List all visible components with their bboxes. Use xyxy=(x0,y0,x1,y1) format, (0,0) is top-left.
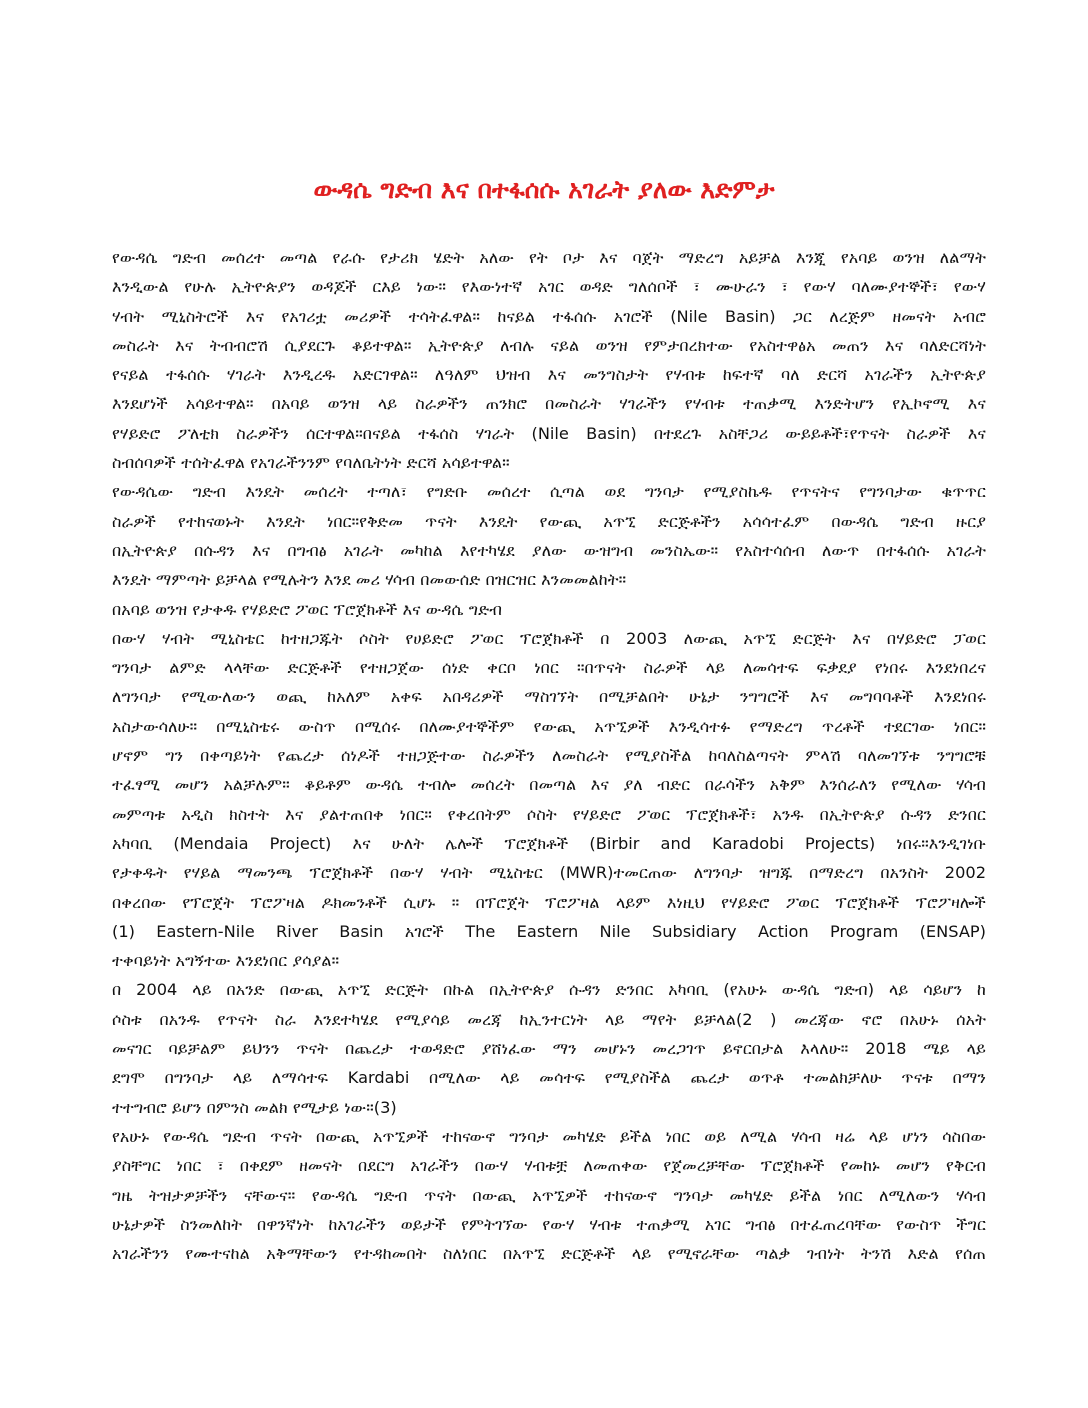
document-title: ውዳሴ ግድብ እና በተፋሰሱ አገራት ያለው እድምታ xyxy=(313,175,775,204)
text-line: እንደሆነች አሳይተዋል። በአባይ ወንዝ ላይ ስራዎችን ጠንክሮ በመስራት ሃገራችን የሃብቱ ተጠቃሚ እንድትሆን የኢኮኖሚ እና xyxy=(112,394,986,414)
text-line: ተቀባይነት አግኝተው እንደነበር ያሳያል። xyxy=(112,951,340,971)
text-line: ስብሰባዎች ተሰትፈዋል የአገራችንንም የባለቤትነት ድርሻ አሳይተዋል። xyxy=(112,453,510,473)
text-line: የውዳሴ ግድብ መሰረተ መጣል የራሱ የታሪክ ሄድት አለው የት ቦታ እና ባጀት ማድረግ አይቻል እንጂ የአባይ ወንዝ ለልማት xyxy=(112,248,986,267)
text-line: አገራችንን የሙተናከል አቅማቸውን የተዳከመበት ስለነበር በአጥኚ ድርጅቶች ላይ የሚኖራቸው ጣልቃ ገብነት ትንሽ እድል የሰጠ xyxy=(112,1244,986,1264)
text-line: የታቀዱት የሃይል ማመንጫ ፕሮጀክቶች በውሃ ሃብት ሚኒስቴር (MWR)ተመርጠው ለግንባታ ዝግጁ በማድረግ በአንስት 2002 xyxy=(112,863,986,883)
text-line: በ 2004 ላይ በአንድ በውጪ አጥኚ ድርጅት በኩል በኢትዮጵያ ሱዳን ድንበር አካባቢ (የአሁኑ ውዳሴ ግድብ) ላይ ሳይሆን ከ xyxy=(112,980,986,1000)
text-line: እንዴት ማምጣት ይቻላል የሚሉትን እንደ መሪ ሃሳብ በመውሰድ በዝርዝር እንመመልከት። xyxy=(112,570,627,590)
text-line: በውሃ ሃብት ሚኒስቴር ከተዘጋጁት ሶስት የሀይድሮ ፖወር ፕሮጀክቶች በ 2003 ለውጪ አጥኚ ድርጅት እና በሃይድሮ ፓወር xyxy=(112,628,986,648)
text-line: የሃይድሮ ፖለቲክ ስራዎችን ሰርተዋል።በናይል ተፋሰስ ሃገራት (Nile Basin) በተደረጉ አስቸጋሪ ውይይቶች፣የጥናት ስራዎች እና xyxy=(112,423,986,443)
text-line: (1) Eastern-Nile River Basin አገሮች The Eastern Nile Subsidiary Action Program (ENSAP) xyxy=(112,921,986,941)
text-line: መምጣቱ አዲስ ክስተት እና ያልተጠበቀ ነበር። የቀረበትም ሶስት የሃይድሮ ፖወር ፕሮጀክቶች፣ አንዱ በኢትዮጵያ ሱዳን ድንበር xyxy=(112,804,986,824)
text-line: ደግሞ በግንባታ ላይ ለማሳተፍ Kardabi በሚለው ላይ መሳተፍ የሚያስችል ጨረታ ወጥቶ ተመልክቻለሁ ጥናቱ በማን xyxy=(112,1068,986,1088)
text-line: የናይል ተፋሰሱ ሃገራት እንዲረዱ አድርገዋል። ለዓለም ህዝብ እና መንግስታት የሃብቱ ከፍተኛ ባለ ድርሻ አገራችን ኢትዮጵያ xyxy=(112,365,986,385)
text-line: አስታውሳለሁ። በሚኒስቴሩ ውስጥ በሚሰሩ በለሙያተኞችም የውጪ አጥኚዎች እንዲሳተፉ የማድረግ ጥረቶች ተደርገው ነበር። xyxy=(112,716,986,736)
text-line: ሁኔታዎች ስንመለከት በዋንኛነት ከአገራችን ወይታች የምትገኘው የውሃ ሃብቱ ተጠቃሚ አገር ግብፅ በተፈጠረባቸው የውስጥ ችግር xyxy=(112,1214,986,1234)
text-line: በኢትዮጵያ በሱዳን እና በግብፅ አገራት መካከል እየተካሄደ ያለው ውዝግብ መንስኤው። የአስተሳሰብ ለውጥ በተፋሰሱ አገራት xyxy=(112,540,986,560)
text-line: መናገር ባይቻልም ይህንን ጥናት በጨረታ ተወዳድሮ ያሸነፈው ማን መሆኑን መረጋገጥ ይኖርበታል እላለሁ። 2018 ሜይ ላይ xyxy=(112,1039,986,1059)
text-line: የአሁኑ የውዳሴ ግድብ ጥናት በውጪ አጥኚዎች ተከናውኖ ግንባታ መካሄድ ይችል ነበር ወይ ለሚል ሃሳብ ዛሬ ላይ ሆነን ሳስበው xyxy=(112,1126,986,1146)
text-line: ሃብት ሚኒስትሮች እና የአገሪቷ መሪዎች ተሳትፈዋል። ከናይል ተፋሰሱ አገሮች (Nile Basin) ጋር ለረጅም ዘመናት አብሮ xyxy=(112,306,986,326)
text-line: ግንባታ ልምድ ላላቸው ድርጅቶች የተዘጋጀው ሰነድ ቀርቦ ነበር ።በጥናት ስራዎች ላይ ለመሳተፍ ፍቃደያ የነበሩ እንደነበረና xyxy=(112,658,986,678)
text-line: እንዲውል የሁሉ ኢትዮጵያን ወዳጆች ርእይ ነው። የእውነተኛ አገር ወዳድ ግለሰቦች ፣ ሙሁራን ፣ የውሃ ባለሙያተኞች፣ የውሃ xyxy=(112,277,986,297)
text-line: መስራት እና ትብብሮሽ ሲያደርጉ ቆይተዋል። ኢትዮጵያ ለብሉ ናይል ወንዝ የምታበረክተው የአስተዋፅአ መጠን እና ባለድርሻነት xyxy=(112,335,986,355)
text-line: ስራዎች የተከናወኑት እንዴት ነበር።የቅድመ ጥናት እንዴት የውጪ አጥኚ ድርጅቶችን አሳሳተፈም በውዳሴ ግድብ ዙርያ xyxy=(112,511,986,531)
text-line: የውዳሴው ግድብ እንዴት መሰረት ተጣለ፣ የግድቡ መሰረተ ሲጣል ወደ ግንባታ የሚያስኬዱ የጥናትና የግንባታው ቁጥጥር xyxy=(112,482,986,502)
text-line: ግዜ ትዝታዎቻችን ናቸውና። የውዳሴ ግድብ ጥናት በውጪ አጥኚዎች ተከናውኖ ግንባታ መካሄድ ይችል ነበር ለሚለውን ሃሳብ xyxy=(112,1185,986,1205)
text-line: ተፈፃሚ መሆን አልቻሉም። ቆይቶም ውዳሴ ተብሎ መሰረት በመጣል እና ያለ ብድር በራሳችን አቅም እንሰራለን የሚለው ሃሳብ xyxy=(112,775,986,795)
text-line: ተተግብሮ ይሆን በምንስ መልክ የሚታይ ነው።(3) xyxy=(112,1097,397,1117)
text-line: አካባቢ (Mendaia Project) እና ሁለት ሌሎች ፕሮጀክቶች (Birbir and Karadobi Projects) ነበሩ።እንዲገነቡ xyxy=(112,833,986,853)
text-line: በቀረበው የፕሮጀት ፕሮፖዛል ዶክመንቶች ሲሆኑ ። በፕሮጀት ፕሮፖዛል ላይም እነዚህ የሃይድሮ ፖወር ፕሮጀክቶች ፕሮፖዛሎች xyxy=(112,892,986,912)
text-line: ሶስቱ በአንዱ የጥናት ስራ እንደተካሄደ የሚያሳይ መረጃ ከኢንተርነት ላይ ማየት ይቻላል(2 ) መረጃው ኖሮ በአሁኑ ሰአት xyxy=(112,1009,986,1029)
text-line: በአባይ ወንዝ የታቀዱ የሃይድሮ ፖወር ፕሮጀክቶች እና ውዳሴ ግድብ xyxy=(112,599,503,619)
text-line: ለግንባታ የሚውለውን ወጪ ከአለም አቀፍ አበዳሪዎች ማስገኘት በሚቻልበት ሁኔታ ንግግሮች እና መግባባቶች እንደነበሩ xyxy=(112,687,986,707)
document-body xyxy=(112,243,986,1268)
text-line: ሆኖም ግን በቀጣይነት የጨረታ ሰነዶች ተዘጋጅተው ስራዎችን ለመስራት የሚያስችል ከባለስልጣናት ምላሽ ባለመገኘቱ ንግግሮቹ xyxy=(112,746,986,766)
text-line: ያስቸግር ነበር ፣ በቀደም ዘመናት በደርግ አገራችን በውሃ ሃብቱቿ ለመጠቀው የጀመረቻቸው ፕሮጀክቶች የመከኑ መሆን የቅርብ xyxy=(112,1156,986,1176)
